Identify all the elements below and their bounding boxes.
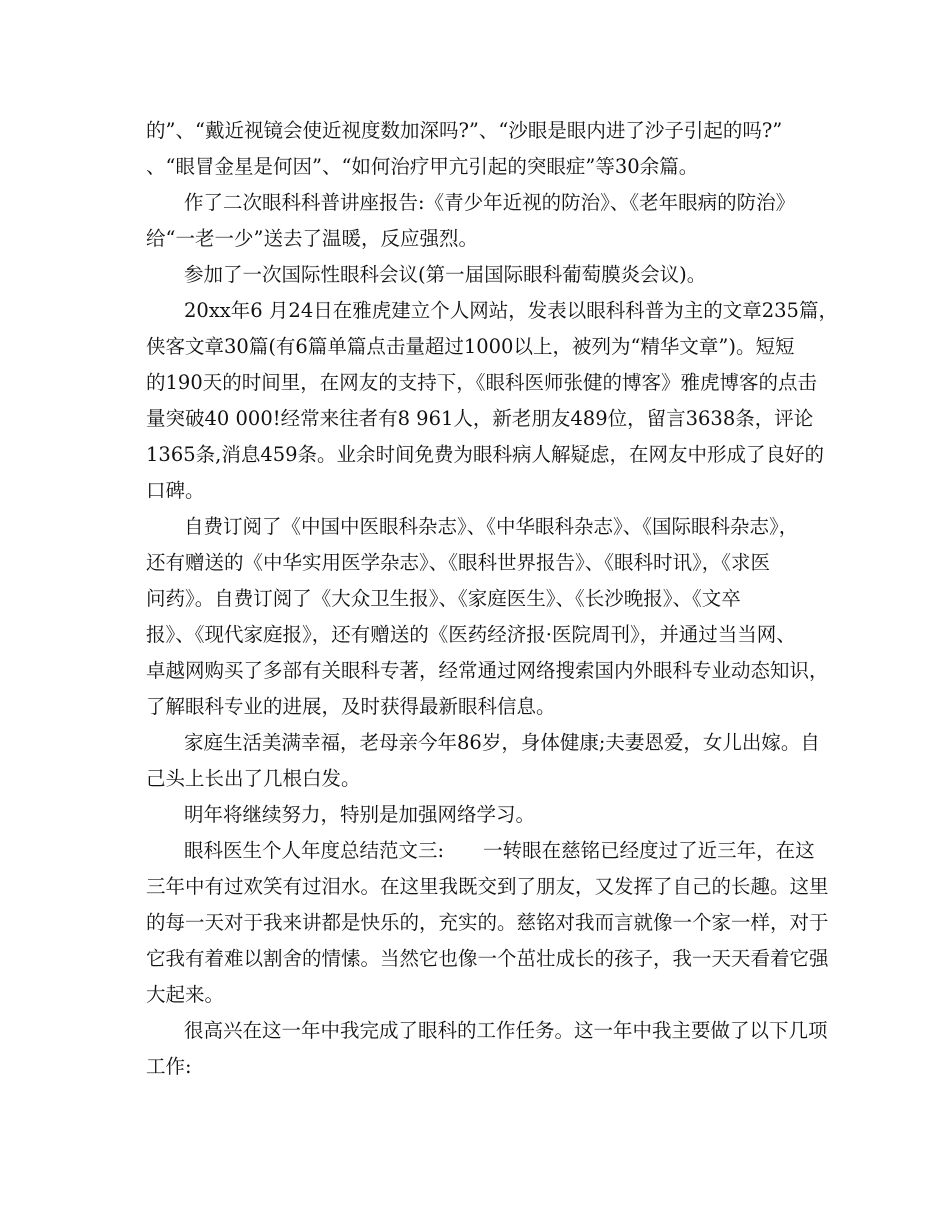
text-line: 三年中有过欢笑有过泪水。在这里我既交到了朋友，又发挥了自己的长趣。这里 — [146, 875, 829, 898]
text-line: 量突破40 000!经常来往者有8 961人，新老朋友489位，留言3638条，评论 — [146, 407, 814, 430]
text-line: 己头上长出了几根白发。 — [146, 767, 361, 790]
text-line: 1365条,消息459条。业余时间免费为眼科病人解疑虑，在网友中形成了良好的 — [146, 443, 825, 466]
text-line: 给“一老一少”送去了温暖，反应强烈。 — [146, 227, 478, 250]
text-line: 的每一天对于我来讲都是快乐的，充实的。慈铭对我而言就像一个家一样，对于 — [146, 911, 829, 934]
paragraph-start-line: 参加了一次国际性眼科会议(第一届国际眼科葡萄膜炎会议)。 — [184, 263, 707, 286]
paragraph-start-line: 很高兴在这一年中我完成了眼科的工作任务。这一年中我主要做了以下几项 — [184, 1019, 828, 1042]
text-line: 工作: — [146, 1055, 192, 1078]
paragraph-start-line: 20xx年6 月24日在雅虎建立个人网站，发表以眼科科普为主的文章235篇， — [184, 299, 838, 322]
text-line: 还有赠送的《中华实用医学杂志》、《眼科世界报告》、《眼科时讯》，《求医 — [146, 551, 771, 574]
paragraph-start-line: 作了二次眼科科普讲座报告:《青少年近视的防治》、《老年眼病的防治》 — [184, 191, 796, 214]
paragraph-start-line: 家庭生活美满幸福，老母亲今年86岁，身体健康;夫妻恩爱，女儿出嫁。自 — [184, 731, 820, 754]
text-line: 报》、《现代家庭报》，还有赠送的《医药经济报·医院周刊》，并通过当当网、 — [146, 623, 796, 646]
document-body — [146, 113, 838, 1085]
text-line: 卓越网购买了多部有关眼科专著，经常通过网络搜索国内外眼科专业动态知识， — [146, 659, 829, 682]
paragraph-start-line: 眼科医生个人年度总结范文三: 一转眼在慈铭已经度过了近三年，在这 — [184, 839, 815, 862]
text-line: 的190天的时间里，在网友的支持下，《眼科医师张健的博客》雅虎博客的点击 — [146, 371, 817, 394]
text-line: 问药》。自费订阅了《大众卫生报》、《家庭医生》、《长沙晚报》、《文卒 — [146, 587, 741, 610]
text-line: 了解眼科专业的进展，及时获得最新眼科信息。 — [146, 695, 556, 718]
text-line: 大起来。 — [146, 983, 225, 1006]
text-line: 、“眼冒金星是何因”、“如何治疗甲亢引起的突眼症”等30余篇。 — [146, 155, 699, 178]
text-line: 侠客文章30篇(有6篇单篇点击量超过1000以上，被列为“精华文章”)。短短 — [146, 335, 795, 358]
paragraph-start-line: 自费订阅了《中国中医眼科杂志》、《中华眼科杂志》、《国际眼科杂志》， — [184, 515, 799, 538]
text-line: 的”、“戴近视镜会使近视度数加深吗?”、“沙眼是眼内进了沙子引起的吗?” — [146, 119, 783, 142]
text-line: 它我有着难以割舍的情愫。当然它也像一个茁壮成长的孩子，我一天天看着它强 — [146, 947, 829, 970]
paragraph-start-line: 明年将继续努力，特别是加强网络学习。 — [184, 803, 536, 826]
text-line: 口碑。 — [146, 479, 205, 502]
